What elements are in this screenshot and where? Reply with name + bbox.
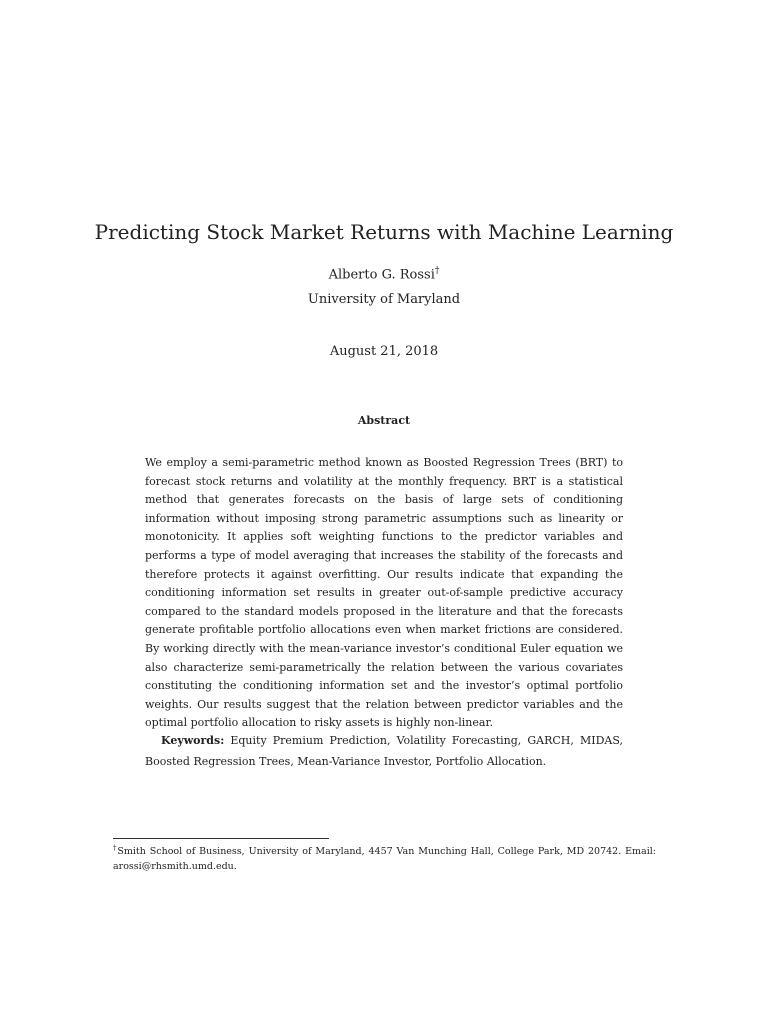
- abstract-heading: Abstract: [357, 414, 411, 427]
- paper-title: Predicting Stock Market Returns with Machine Learning: [94, 220, 674, 244]
- footnote-divider: [113, 838, 329, 839]
- author-affiliation: University of Maryland: [307, 292, 461, 307]
- keywords-label: Keywords:: [161, 734, 225, 747]
- keywords-text: Equity Premium Prediction, Volatility Forecasting, GARCH, MIDAS, Boosted Regression Trees, Mean-Variance Investor, Portfolio Allocation.: [145, 734, 623, 768]
- abstract-body: We employ a semi-parametric method known as Boosted Regression Trees (BRT) to forecast stock returns and volatility at the monthly frequency. BRT is a statistical method that generates forecasts on the basis of large sets of conditioning information without imposing strong parametric assumptions such as linearity or monotonicity. It applies soft weighting functions to the predictor variables and performs a type of model averaging that increases the stability of the forecasts and therefore protects it against overfitting. Our results indicate that expanding the conditioning information set results in greater out-of-sample predictive accuracy compared to the standard models proposed in the literature and that the forecasts generate profitable portfolio allocations even when market frictions are considered. By working directly with the mean-variance investor’s conditional Euler equation we also characterize semi-parametrically the relation between the various covariates constituting the conditioning information set and the investor’s optimal portfolio weights. Our results suggest that the relation between predictor variables and the optimal portfolio allocation to risky assets is highly non-linear.: [145, 456, 623, 730]
- footnote-text: Smith School of Business, University of Maryland, 4457 Van Munching Hall, College Park, MD 20742. Email: arossi@rhsmith.umd.edu.: [113, 846, 656, 873]
- paper-date: August 21, 2018: [329, 344, 439, 359]
- footnote: [113, 841, 656, 874]
- author-name: [0, 266, 768, 282]
- author-name-text: Alberto G. Rossi: [328, 267, 435, 283]
- keywords-paragraph: [145, 730, 623, 772]
- footnote-mark: †: [113, 844, 118, 852]
- author-footnote-mark[interactable]: †: [434, 266, 440, 276]
